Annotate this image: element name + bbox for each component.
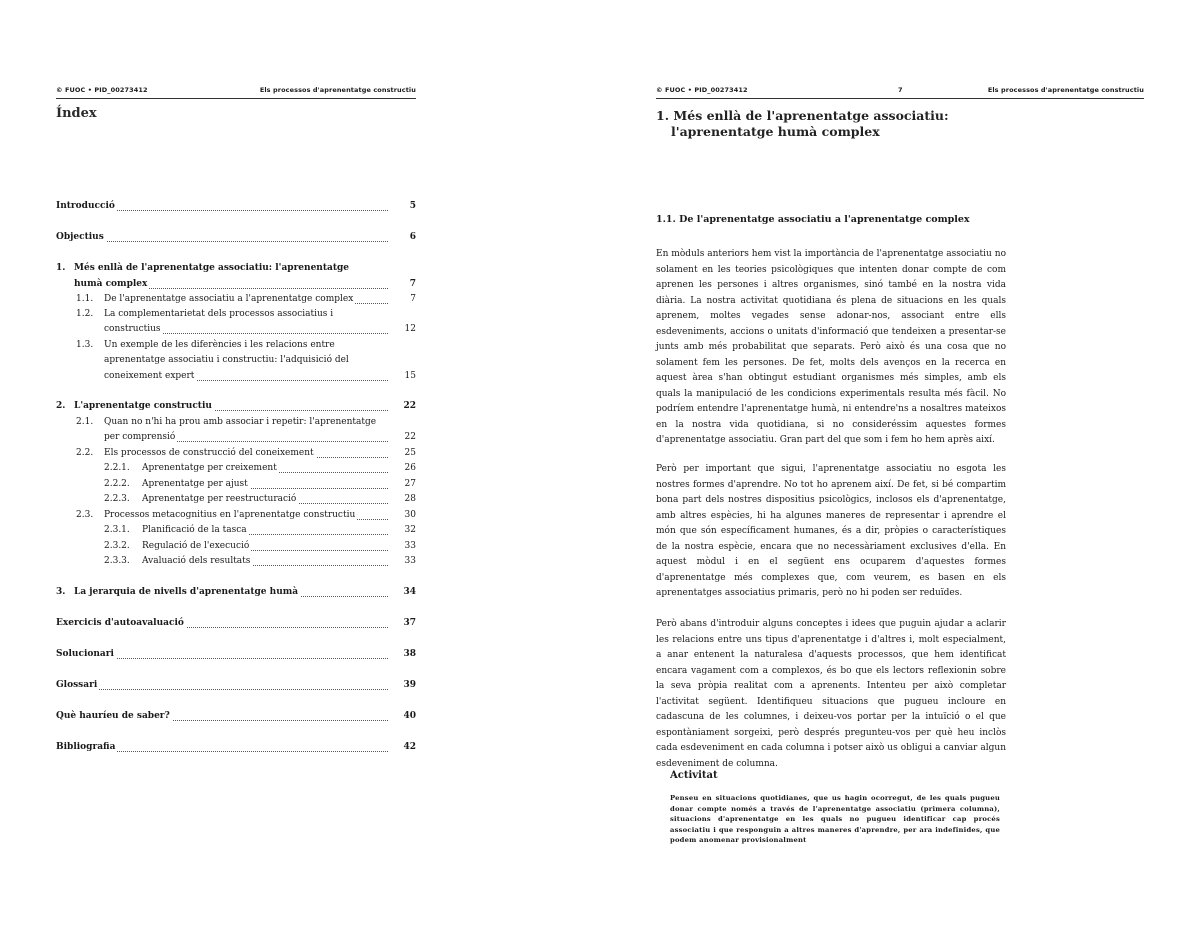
- toc-page: 22: [403, 401, 416, 411]
- activity-title: Activitat: [670, 770, 718, 781]
- toc-entry[interactable]: [56, 200, 416, 213]
- toc-number: 3.: [56, 587, 66, 597]
- toc-number: 2.2.3.: [104, 494, 130, 504]
- toc-label: Què hauríeu de saber?: [56, 711, 170, 721]
- toc-entry[interactable]: [56, 478, 416, 491]
- toc-number: 2.3.: [76, 510, 94, 520]
- toc-page: 39: [403, 680, 416, 690]
- toc-entry[interactable]: [56, 400, 416, 413]
- toc-label: Introducció: [56, 201, 115, 211]
- toc-page: 12: [404, 324, 416, 334]
- body-paragraph: Però abans d'introduir alguns conceptes i idees que puguin ajudar a aclarir les relacions entre uns tipus d'aprenentatge i d'altres i, molt especialment, a anar entenent la naturalesa d'aquests processos, que hem identificat encara vagament com a complexos, és bo que els lectors reflexionin sobre la seva pròpia realitat com a aprenents. Intenteu per això completar l'activitat següent. Identifiqueu situacions que pugueu incloure en cadascuna de les columnes, i deixeu-vos portar per la intuïció o el que espontàniament sorgeixi, però després pregunteu-vos per què heu inclòs cada esdeveniment en cada columna i potser això us obligui a canviar algun esdeveniment de columna.: [656, 619, 1006, 769]
- toc-number: 1.3.: [76, 340, 94, 350]
- toc-label: per comprensió: [104, 432, 176, 442]
- toc-page: 34: [403, 587, 416, 597]
- toc-label: Un exemple de les diferències i les relacions entre: [104, 340, 335, 350]
- toc-page: 38: [403, 649, 416, 659]
- page-header: [656, 86, 1144, 99]
- toc-number: 2.1.: [76, 417, 94, 427]
- toc-label: Planificació de la tasca: [142, 525, 247, 535]
- toc-page: 40: [403, 711, 416, 721]
- toc-entry[interactable]: [56, 679, 416, 692]
- toc-entry[interactable]: [56, 231, 416, 244]
- toc-label: Aprenentatge per ajust: [142, 479, 248, 489]
- toc-entry[interactable]: [56, 447, 416, 460]
- toc-entry[interactable]: [56, 524, 416, 537]
- toc-label: Més enllà de l'aprenentatge associatiu: l'aprenentatge: [74, 263, 350, 273]
- header-right: Els processos d'aprenentatge constructiu: [987, 86, 1144, 94]
- toc-entry[interactable]: [56, 462, 416, 475]
- header-left: © FUOC • PID_00273412: [656, 86, 748, 94]
- toc-label: aprenentatge associatiu i constructiu: l'adquisició del: [104, 355, 349, 365]
- toc-page: 42: [403, 742, 416, 752]
- toc-label: Quan no n'hi ha prou amb associar i repetir: l'aprenentatge: [104, 417, 377, 427]
- toc-page: 33: [404, 556, 416, 566]
- toc-entry[interactable]: [56, 431, 416, 444]
- toc-label: Bibliografia: [56, 742, 116, 752]
- toc-page: 22: [404, 432, 416, 442]
- toc-entry[interactable]: [56, 509, 416, 522]
- toc-label: L'aprenentatge constructiu: [74, 401, 212, 411]
- toc-label: Solucionari: [56, 649, 114, 659]
- toc-number: 2.3.2.: [104, 541, 130, 551]
- toc-page: 27: [404, 479, 416, 489]
- toc-page: 26: [404, 463, 416, 473]
- toc-label: Objectius: [56, 232, 104, 242]
- toc-label: Exercicis d'autoavaluació: [56, 618, 184, 628]
- toc-label: constructius: [104, 324, 161, 334]
- toc-page: 7: [410, 294, 416, 304]
- toc-entry[interactable]: [56, 741, 416, 754]
- toc-entry[interactable]: [56, 648, 416, 661]
- toc-label: La jerarquia de nivells d'aprenentatge humà: [74, 587, 299, 597]
- toc-number: 1.: [56, 263, 66, 273]
- toc-label: Regulació de l'execució: [142, 541, 250, 551]
- toc-entry[interactable]: [56, 323, 416, 336]
- toc-number: 2.: [56, 401, 66, 411]
- toc-number: 1.1.: [76, 294, 94, 304]
- header-left: © FUOC • PID_00273412: [56, 86, 148, 94]
- toc-page: 33: [404, 541, 416, 551]
- body-paragraph: Però per important que sigui, l'aprenentatge associatiu no esgota les nostres formes d'aprendre. No tot ho aprenem així. De fet, si bé compartim bona part dels nostres dispositius psicològics, inclosos els d'aprenentatge, amb altres espècies, hi ha algunes maneres de representar i aprendre el món que són específicament humanes, és a dir, pròpies o característiques de la nostra espècie, encara que no necessàriament exclusives d'ella. En aquest mòdul i en el següent ens ocuparem d'aquestes formes d'aprenentatge més complexes que, com veurem, es basen en els aprenentatges associatius primaris, però no hi poden ser reduïdes.: [656, 464, 1006, 598]
- chapter-title: [656, 108, 949, 140]
- page-header: [56, 86, 416, 99]
- toc-number: 2.2.1.: [104, 463, 130, 473]
- chapter-title-line2: l'aprenentatge humà complex: [671, 124, 880, 139]
- toc-number: 1.2.: [76, 309, 94, 319]
- toc-page: 32: [404, 525, 416, 535]
- toc-label: Glossari: [56, 680, 98, 690]
- page-number: 7: [898, 86, 903, 94]
- chapter-title-line1: 1. Més enllà de l'aprenentatge associatiu:: [656, 108, 949, 123]
- activity-text: Penseu en situacions quotidianes, que us hagin ocorregut, de les quals pugueu donar compte només a través de l'aprenentatge associatiu (primera columna), situacions d'aprenentatge en les quals no pugueu identificar cap procés associatiu i que responguin a altres maneres d'aprendre, per ara indefinides, que podem anomenar provisionalment: [670, 794, 1000, 844]
- toc-label: La complementarietat dels processos associatius i: [104, 309, 334, 319]
- toc-entry[interactable]: [56, 278, 416, 291]
- toc-label: humà complex: [74, 279, 148, 289]
- toc-number: 2.2.: [76, 448, 94, 458]
- toc-page: 25: [404, 448, 416, 458]
- toc-entry[interactable]: [56, 293, 416, 306]
- toc-number: 2.2.2.: [104, 479, 130, 489]
- toc-page: 15: [404, 371, 416, 381]
- toc-page: 5: [409, 201, 416, 211]
- section-title: 1.1. De l'aprenentatge associatiu a l'aprenentatge complex: [656, 214, 970, 225]
- toc-page: 37: [403, 618, 416, 628]
- toc-page: 28: [404, 494, 416, 504]
- toc-entry[interactable]: [56, 540, 416, 553]
- toc-entry[interactable]: [56, 370, 416, 383]
- toc-entry[interactable]: [56, 586, 416, 599]
- toc-number: 2.3.3.: [104, 556, 130, 566]
- toc-page: 30: [404, 510, 416, 520]
- toc-label: Avaluació dels resultats: [142, 556, 251, 566]
- toc-entry[interactable]: [56, 493, 416, 506]
- page-title: Índex: [56, 106, 97, 121]
- body-paragraph: En mòduls anteriors hem vist la importància de l'aprenentatge associatiu no solament en les teories psicològiques que intenten donar compte de com aprenen les persones i altres organismes, sinó també en la nostra vida diària. La nostra activitat quotidiana és plena de situacions en les quals aprenem, moltes vegades sense adonar-nos, associant entre ells esdeveniments, accions o unitats d'informació que tendeixen a presentar-se junts amb més probabilitat que separats. Però això és una cosa que no solament fem les persones. De fet, molts dels avenços en la recerca en aquest àrea s'han obtingut estudiant organismes més simples, amb els quals la manipulació de les condicions experimentals resulta més fàcil. No podríem entendre l'aprenentatge humà, ni entendre'ns a nosaltres mateixos en la nostra vida quotidiana, si no consideréssim aquestes formes d'aprenentatge associatiu. Gran part del que som i fem ho hem après així.: [656, 249, 1006, 445]
- toc-label: Aprenentatge per reestructuració: [142, 494, 297, 504]
- toc-entry[interactable]: [56, 617, 416, 630]
- toc-label: coneixement expert: [104, 371, 195, 381]
- toc-entry[interactable]: [56, 710, 416, 723]
- toc-number: 2.3.1.: [104, 525, 130, 535]
- toc-page: 6: [409, 232, 416, 242]
- toc-label: Aprenentatge per creixement: [142, 463, 277, 473]
- toc-label: De l'aprenentatge associatiu a l'aprenentatge complex: [104, 294, 354, 304]
- toc-label: Processos metacognitius en l'aprenentatge constructiu: [104, 510, 356, 520]
- toc-label: Els processos de construcció del coneixement: [104, 448, 314, 458]
- header-right: Els processos d'aprenentatge constructiu: [259, 86, 416, 94]
- toc-page: 7: [409, 279, 416, 289]
- toc-entry[interactable]: [56, 555, 416, 568]
